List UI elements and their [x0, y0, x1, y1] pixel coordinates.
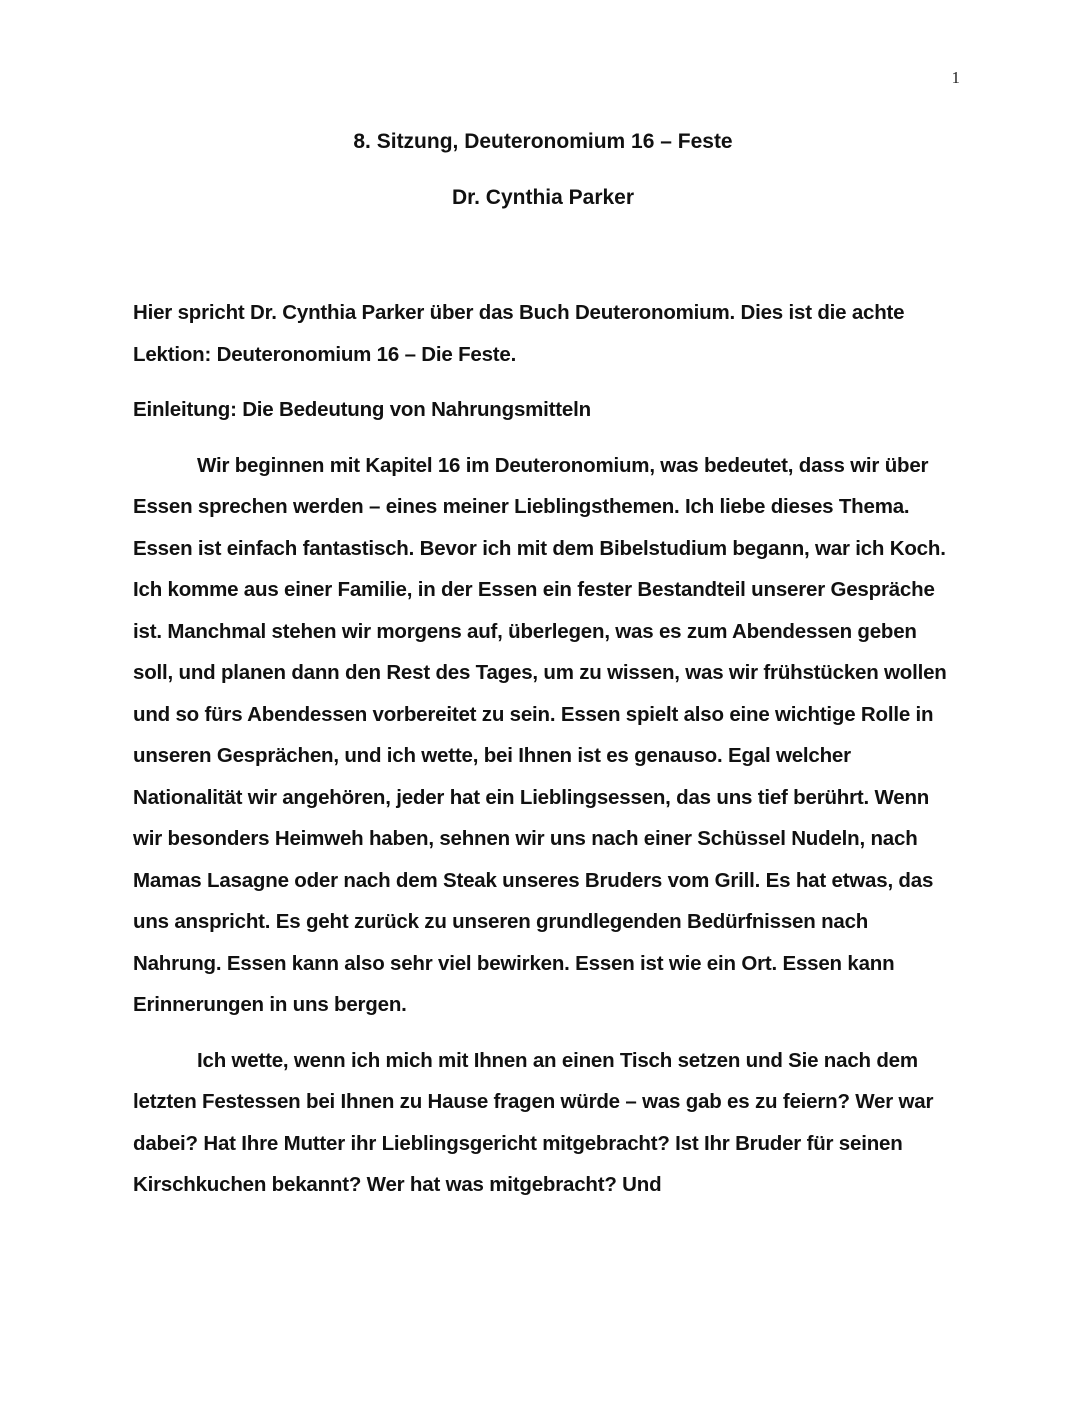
body-paragraph-2: Ich wette, wenn ich mich mit Ihnen an einen Tisch setzen und Sie nach dem letzten Festessen bei Ihnen zu Hause fragen würde – was gab es zu feiern? Wer war dabei? Hat Ihre Mutter ihr Lieblingsgericht mitgebracht? Ist Ihr Bruder für seinen Kirschkuchen bekannt? Wer hat was mitgebracht? Und: [133, 1048, 934, 1196]
section-heading: Einleitung: Die Bedeutung von Nahrungsmitteln: [133, 398, 591, 421]
document-author: Dr. Cynthia Parker: [451, 186, 635, 209]
title-block: [133, 126, 953, 238]
page-number: 1: [951, 68, 960, 87]
document-title: 8. Sitzung, Deuteronomium 16 – Feste: [353, 130, 733, 153]
document-body: [133, 292, 957, 1220]
intro-paragraph: Hier spricht Dr. Cynthia Parker über das Buch Deuteronomium. Dies ist die achte Lektion: Deuteronomium 16 – Die Feste.: [133, 301, 905, 366]
body-paragraph-1: Wir beginnen mit Kapitel 16 im Deuteronomium, was bedeutet, dass wir über Essen sprechen werden – eines meiner Lieblingsthemen. Ich liebe dieses Thema. Essen ist einfach fantastisch. Bevor ich mit dem Bibelstudium begann, war ich Koch. Ich komme aus einer Familie, in der Essen ein fester Bestandteil unserer Gespräche ist. Manchmal stehen wir morgens auf, überlegen, was es zum Abendessen geben soll, und planen dann den Rest des Tages, um zu wissen, was wir frühstücken wollen und so fürs Abendessen vorbereitet zu sein. Essen spielt also eine wichtige Rolle in unseren Gesprächen, und ich wette, bei Ihnen ist es genauso. Egal welcher Nationalität wir angehören, jeder hat ein Lieblingsessen, das uns tief berührt. Wenn wir besonders Heimweh haben, sehnen wir uns nach einer Schüssel Nudeln, nach Mamas Lasagne oder nach dem Steak unseres Bruders vom Grill. Es hat etwas, das uns anspricht. Es geht zurück zu unseren grundlegenden Bedürfnissen nach Nahrung. Essen kann also sehr viel bewirken. Essen ist wie ein Ort. Essen kann Erinnerungen in uns bergen.: [133, 453, 947, 1016]
